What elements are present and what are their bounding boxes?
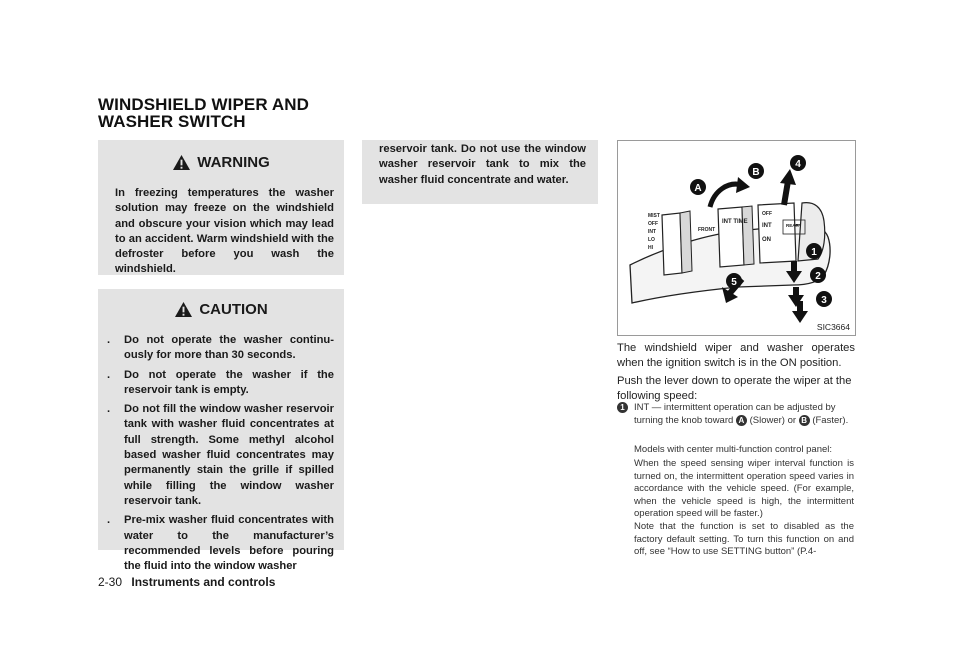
warning-triangle-icon [172,154,191,171]
int-item-body [634,402,855,427]
caution-item [106,333,334,364]
label-int: INT [648,229,657,235]
int-item-text-c: (Faster). [812,414,849,426]
item-1-badge: 1 [617,402,628,413]
warning-box [98,140,344,275]
callout-5-label: 5 [731,277,737,288]
push-lever-paragraph: Push the lever down to operate the wiper at the following speed: [617,375,852,403]
warning-heading [98,154,344,171]
caution-item-text: Do not operate the washer if the reservoir tank is empty. [124,368,334,396]
label-hi: HI [648,245,653,251]
label-lo: LO [648,237,655,243]
caution-item-text: Pre-mix washer fluid concentrates with water to the manufacturer’s recommended levels before pouring the fluid into the window washer [124,514,334,573]
caution-item-text: Do not operate the washer continu- ously for more than 30 seconds. [124,334,334,362]
int-item [617,402,855,427]
callout-b-label: B [752,167,760,178]
int-time-knob [718,207,744,267]
badge-a: A [736,415,747,426]
default-setting-note: Note that the function is set to disabled as the factory default setting. To turn this function on and off, see “How to use SETTING button” (P.4- [634,521,854,557]
caution-triangle-icon [174,301,193,318]
label-rear-off: OFF [762,211,772,217]
page-number: 2-30 [98,575,123,589]
left-knob-ridge [680,211,692,273]
bullet: . [107,368,111,381]
label-rear-on: ON [762,237,771,243]
intro-paragraph: The windshield wiper and washer operates when the ignition switch is in the ON position. [617,342,855,370]
warning-text: In freezing temperatures the washer solution may freeze on the windshield and obscure your vision which may lead to an accident. Warm windshield with the defroster before you wash the windshield. [115,187,334,276]
callout-2-label: 2 [815,271,821,282]
wiper-switch-figure [617,140,856,336]
left-knob [662,213,682,275]
caution-list [106,333,334,574]
caution-item-text: Do not fill the window washer reservoir tank with washer fluid concentrates at full strength. Some methyl alcohol based washer fluid concentrates may permanently stain the grille if spilled while filling the window washer reservoir tank. [124,403,334,507]
callout-4-label: 4 [795,159,801,170]
bullet: . [107,403,111,416]
bullet: . [107,514,111,527]
int-item-text-b: (Slower) or [749,414,797,426]
figure-code: SIC3664 [816,322,850,332]
speed-sensing-note: When the speed sensing wiper interval function is turned on, the intermittent operation speed varies in accordance with the vehicle speed. (For example, when the vehicle speed is high, the intermittent operation speed will be faster.) [634,458,854,519]
caution-item [106,513,334,574]
label-mist: MIST [648,213,660,219]
badge-b: B [799,415,810,426]
int-time-knob-ridge [742,206,754,265]
caution-heading-text: CAUTION [199,301,268,318]
arrow-3-head [792,311,808,323]
page-footer [98,575,275,589]
caution-box [98,289,344,573]
label-front: FRONT [698,227,716,233]
caution-text [106,333,334,578]
callout-3-label: 3 [821,295,827,306]
int-item-text-a: INT — intermittent operation can be adjusted by turning the knob toward [634,402,836,426]
callout-1-label: 1 [811,247,817,258]
label-off: OFF [648,221,658,227]
wiper-lever-illustration [618,141,855,335]
warning-heading-text: WARNING [197,154,270,171]
label-rear: REAR [786,223,799,228]
section-title: Instruments and controls [131,575,276,589]
caution-continued-text: reservoir tank. Do not use the window washer reservoir tank to mix the washer fluid concentrate and water. [379,143,586,186]
callout-a-label: A [694,183,702,194]
caution-continued-box [362,140,598,204]
label-int-time: INT TIME [722,219,748,225]
caution-item [106,402,334,509]
caution-heading [98,301,344,318]
rotate-arrow-head [736,177,750,193]
page-title: WINDSHIELD WIPER AND WASHER SWITCH [98,95,310,131]
caution-item [106,368,334,399]
arrow-4-head [780,169,796,185]
label-rear-int: INT [762,223,772,229]
models-note: Models with center multi-function control panel: [634,444,833,455]
bullet: . [107,334,111,346]
arrow-4-shaft [784,181,788,205]
